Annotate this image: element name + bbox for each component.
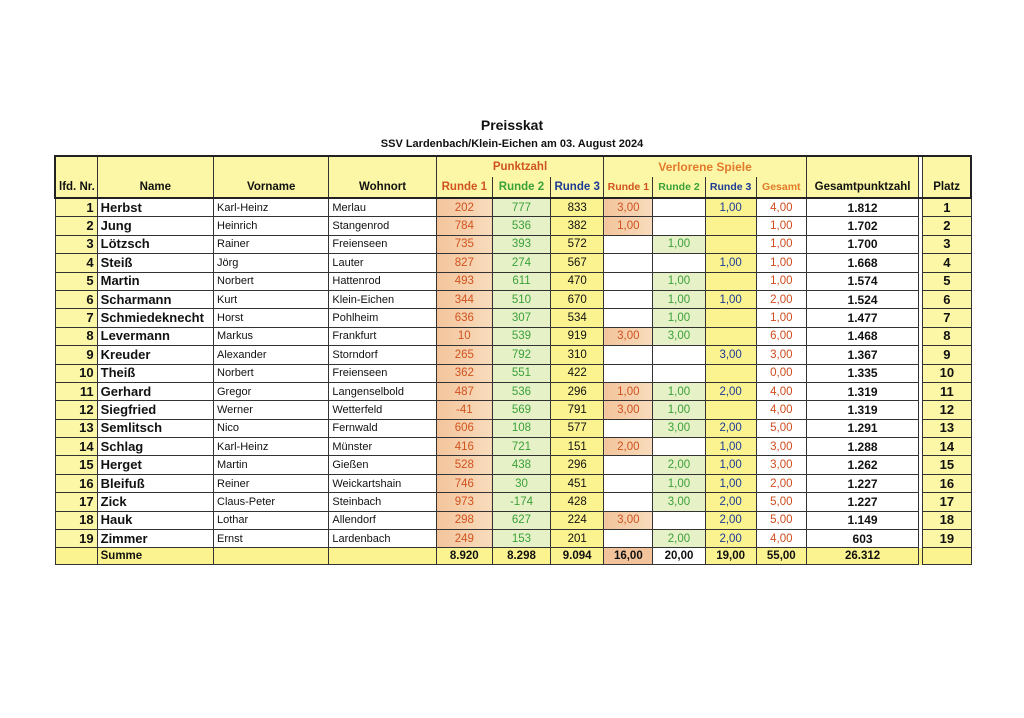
player-wohnort: Gießen — [329, 456, 436, 474]
row-number: 19 — [55, 530, 97, 548]
verloren-gesamt: 1,00 — [756, 254, 806, 272]
player-name: Steiß — [97, 254, 213, 272]
verloren-runde-2 — [653, 364, 705, 382]
verloren-runde-3 — [705, 272, 756, 290]
player-vorname: Ernst — [214, 530, 329, 548]
row-number: 14 — [55, 438, 97, 456]
gesamtpunktzahl: 1.668 — [806, 254, 918, 272]
verloren-gesamt: 3,00 — [756, 346, 806, 364]
verloren-runde-2: 3,00 — [653, 493, 705, 511]
verloren-gesamt: 4,00 — [756, 530, 806, 548]
player-wohnort: Freienseen — [329, 235, 436, 253]
punkt-runde-2: 30 — [492, 474, 550, 492]
table-row — [55, 456, 971, 474]
verloren-runde-1: 1,00 — [604, 217, 653, 235]
summe-verl-gesamt: 55,00 — [756, 548, 806, 565]
row-number: 2 — [55, 217, 97, 235]
punkt-runde-3: 567 — [551, 254, 604, 272]
punkt-runde-2: 551 — [492, 364, 550, 382]
platz: 2 — [923, 217, 971, 235]
results-rows — [55, 198, 971, 548]
platz: 5 — [923, 272, 971, 290]
punkt-runde-3: 310 — [551, 346, 604, 364]
verloren-runde-1 — [604, 364, 653, 382]
punkt-runde-1: 606 — [436, 419, 492, 437]
punkt-runde-2: 792 — [492, 346, 550, 364]
verloren-runde-2: 2,00 — [653, 530, 705, 548]
table-row — [55, 254, 971, 272]
table-row — [55, 419, 971, 437]
table-row — [55, 272, 971, 290]
verloren-runde-1 — [604, 456, 653, 474]
player-wohnort: Lardenbach — [329, 530, 436, 548]
punkt-runde-2: 777 — [492, 198, 550, 217]
header-verl-gesamt: Gesamt — [756, 177, 806, 198]
player-name: Herget — [97, 456, 213, 474]
platz: 8 — [923, 327, 971, 345]
punkt-runde-1: 784 — [436, 217, 492, 235]
player-vorname: Kurt — [214, 290, 329, 308]
punkt-runde-1: 636 — [436, 309, 492, 327]
player-wohnort: Allendorf — [329, 511, 436, 529]
header-vorname: Vorname — [214, 177, 329, 198]
player-name: Theiß — [97, 364, 213, 382]
summe-label: Summe — [97, 548, 213, 565]
player-vorname: Gregor — [214, 382, 329, 400]
platz: 18 — [923, 511, 971, 529]
header-verl-runde-2: Runde 2 — [653, 177, 705, 198]
gesamtpunktzahl: 1.335 — [806, 364, 918, 382]
platz: 9 — [923, 346, 971, 364]
punkt-runde-2: 153 — [492, 530, 550, 548]
row-number: 8 — [55, 327, 97, 345]
header-verl-runde-1: Runde 1 — [604, 177, 653, 198]
player-wohnort: Pohlheim — [329, 309, 436, 327]
gesamtpunktzahl: 1.702 — [806, 217, 918, 235]
punkt-runde-3: 577 — [551, 419, 604, 437]
player-vorname: Martin — [214, 456, 329, 474]
table-row — [55, 401, 971, 419]
platz: 6 — [923, 290, 971, 308]
verloren-runde-1: 3,00 — [604, 327, 653, 345]
summe-punkt-r3: 9.094 — [551, 548, 604, 565]
punkt-runde-1: 344 — [436, 290, 492, 308]
verloren-runde-1 — [604, 346, 653, 364]
verloren-gesamt: 2,00 — [756, 474, 806, 492]
row-number: 18 — [55, 511, 97, 529]
summe-row — [55, 548, 971, 565]
verloren-runde-2: 1,00 — [653, 272, 705, 290]
row-number: 6 — [55, 290, 97, 308]
player-vorname: Markus — [214, 327, 329, 345]
punkt-runde-3: 201 — [551, 530, 604, 548]
verloren-runde-1: 3,00 — [604, 401, 653, 419]
player-name: Semlitsch — [97, 419, 213, 437]
verloren-gesamt: 5,00 — [756, 493, 806, 511]
header-punkt-runde-3: Runde 3 — [551, 177, 604, 198]
player-name: Schlag — [97, 438, 213, 456]
verloren-runde-3 — [705, 235, 756, 253]
platz: 14 — [923, 438, 971, 456]
player-wohnort: Fernwald — [329, 419, 436, 437]
punkt-runde-1: 493 — [436, 272, 492, 290]
verloren-runde-3 — [705, 309, 756, 327]
verloren-runde-3: 2,00 — [705, 419, 756, 437]
verloren-gesamt: 1,00 — [756, 309, 806, 327]
punkt-runde-2: 611 — [492, 272, 550, 290]
player-wohnort: Münster — [329, 438, 436, 456]
punkt-runde-1: 487 — [436, 382, 492, 400]
player-vorname: Norbert — [214, 364, 329, 382]
verloren-runde-3: 2,00 — [705, 382, 756, 400]
punkt-runde-3: 296 — [551, 456, 604, 474]
punkt-runde-3: 382 — [551, 217, 604, 235]
punkt-runde-1: 298 — [436, 511, 492, 529]
verloren-runde-2 — [653, 438, 705, 456]
punkt-runde-1: 265 — [436, 346, 492, 364]
header-punkt-runde-1: Runde 1 — [436, 177, 492, 198]
punkt-runde-3: 919 — [551, 327, 604, 345]
punkt-runde-1: 746 — [436, 474, 492, 492]
player-wohnort: Hattenrod — [329, 272, 436, 290]
platz: 12 — [923, 401, 971, 419]
player-wohnort: Klein-Eichen — [329, 290, 436, 308]
table-row — [55, 235, 971, 253]
punkt-runde-3: 833 — [551, 198, 604, 217]
player-vorname: Horst — [214, 309, 329, 327]
verloren-runde-2 — [653, 511, 705, 529]
results-table — [54, 155, 972, 565]
punkt-runde-2: 721 — [492, 438, 550, 456]
punkt-runde-2: 536 — [492, 382, 550, 400]
verloren-gesamt: 3,00 — [756, 456, 806, 474]
gesamtpunktzahl: 1.288 — [806, 438, 918, 456]
gesamtpunktzahl: 1.262 — [806, 456, 918, 474]
row-number: 1 — [55, 198, 97, 217]
row-number: 13 — [55, 419, 97, 437]
document-title: Preisskat — [480, 117, 544, 133]
verloren-runde-2: 1,00 — [653, 382, 705, 400]
verloren-runde-3: 1,00 — [705, 290, 756, 308]
table-row — [55, 290, 971, 308]
table-row — [55, 327, 971, 345]
player-vorname: Reiner — [214, 474, 329, 492]
verloren-runde-2: 1,00 — [653, 474, 705, 492]
header-name: Name — [97, 177, 213, 198]
verloren-gesamt: 6,00 — [756, 327, 806, 345]
verloren-runde-3 — [705, 327, 756, 345]
gesamtpunktzahl: 1.700 — [806, 235, 918, 253]
platz: 11 — [923, 382, 971, 400]
gesamtpunktzahl: 1.291 — [806, 419, 918, 437]
table-row — [55, 198, 971, 217]
player-vorname: Jörg — [214, 254, 329, 272]
gesamtpunktzahl: 1.227 — [806, 493, 918, 511]
platz: 10 — [923, 364, 971, 382]
verloren-runde-1 — [604, 272, 653, 290]
punkt-runde-2: 569 — [492, 401, 550, 419]
punkt-runde-1: 362 — [436, 364, 492, 382]
player-name: Scharmann — [97, 290, 213, 308]
header-wohnort: Wohnort — [329, 177, 436, 198]
header-gesamtpunktzahl: Gesamtpunktzahl — [806, 177, 918, 198]
gesamtpunktzahl: 603 — [806, 530, 918, 548]
table-row — [55, 217, 971, 235]
punkt-runde-3: 451 — [551, 474, 604, 492]
player-name: Gerhard — [97, 382, 213, 400]
verloren-runde-3: 1,00 — [705, 438, 756, 456]
gesamtpunktzahl: 1.812 — [806, 198, 918, 217]
punkt-runde-3: 428 — [551, 493, 604, 511]
gesamtpunktzahl: 1.149 — [806, 511, 918, 529]
gesamtpunktzahl: 1.524 — [806, 290, 918, 308]
verloren-runde-1 — [604, 235, 653, 253]
player-wohnort: Weickartshain — [329, 474, 436, 492]
verloren-runde-3: 1,00 — [705, 456, 756, 474]
player-name: Zimmer — [97, 530, 213, 548]
player-wohnort: Lauter — [329, 254, 436, 272]
gesamtpunktzahl: 1.227 — [806, 474, 918, 492]
summe-verl-r2: 20,00 — [653, 548, 705, 565]
platz: 13 — [923, 419, 971, 437]
table-row — [55, 309, 971, 327]
player-vorname: Alexander — [214, 346, 329, 364]
summe-verl-r3: 19,00 — [705, 548, 756, 565]
player-name: Siegfried — [97, 401, 213, 419]
punkt-runde-2: 438 — [492, 456, 550, 474]
verloren-runde-1 — [604, 290, 653, 308]
punkt-runde-2: 627 — [492, 511, 550, 529]
player-vorname: Karl-Heinz — [214, 438, 329, 456]
player-vorname: Rainer — [214, 235, 329, 253]
verloren-runde-2 — [653, 198, 705, 217]
verloren-gesamt: 1,00 — [756, 235, 806, 253]
player-name: Hauk — [97, 511, 213, 529]
player-name: Bleifuß — [97, 474, 213, 492]
row-number: 9 — [55, 346, 97, 364]
player-name: Levermann — [97, 327, 213, 345]
punkt-runde-3: 224 — [551, 511, 604, 529]
punkt-runde-3: 422 — [551, 364, 604, 382]
player-name: Zick — [97, 493, 213, 511]
row-number: 12 — [55, 401, 97, 419]
verloren-runde-3: 1,00 — [705, 254, 756, 272]
table-row — [55, 474, 971, 492]
header-punkt-runde-2: Runde 2 — [492, 177, 550, 198]
punkt-runde-1: 827 — [436, 254, 492, 272]
punkt-runde-3: 572 — [551, 235, 604, 253]
verloren-runde-3 — [705, 364, 756, 382]
player-vorname: Lothar — [214, 511, 329, 529]
player-name: Herbst — [97, 198, 213, 217]
player-wohnort: Freienseen — [329, 364, 436, 382]
verloren-runde-1 — [604, 254, 653, 272]
player-name: Lötzsch — [97, 235, 213, 253]
verloren-runde-3: 1,00 — [705, 474, 756, 492]
document-subtitle: SSV Lardenbach/Klein-Eichen am 03. August 2024 — [380, 138, 644, 150]
gesamtpunktzahl: 1.574 — [806, 272, 918, 290]
row-number: 5 — [55, 272, 97, 290]
row-number: 11 — [55, 382, 97, 400]
punkt-runde-3: 791 — [551, 401, 604, 419]
table-row — [55, 493, 971, 511]
player-wohnort: Merlau — [329, 198, 436, 217]
row-number: 16 — [55, 474, 97, 492]
verloren-runde-2: 1,00 — [653, 309, 705, 327]
verloren-runde-2: 3,00 — [653, 419, 705, 437]
punkt-runde-1: -41 — [436, 401, 492, 419]
header-verl-runde-3: Runde 3 — [705, 177, 756, 198]
platz: 3 — [923, 235, 971, 253]
row-number: 7 — [55, 309, 97, 327]
row-number: 15 — [55, 456, 97, 474]
verloren-gesamt: 1,00 — [756, 217, 806, 235]
platz: 17 — [923, 493, 971, 511]
punkt-runde-2: 393 — [492, 235, 550, 253]
verloren-runde-2: 1,00 — [653, 235, 705, 253]
row-number: 17 — [55, 493, 97, 511]
punkt-runde-3: 534 — [551, 309, 604, 327]
gesamtpunktzahl: 1.477 — [806, 309, 918, 327]
verloren-runde-2: 1,00 — [653, 290, 705, 308]
player-wohnort: Frankfurt — [329, 327, 436, 345]
verloren-runde-1: 3,00 — [604, 198, 653, 217]
verloren-runde-2 — [653, 346, 705, 364]
punkt-runde-1: 416 — [436, 438, 492, 456]
table-row — [55, 364, 971, 382]
punkt-runde-2: 108 — [492, 419, 550, 437]
player-wohnort: Storndorf — [329, 346, 436, 364]
verloren-gesamt: 2,00 — [756, 290, 806, 308]
verloren-gesamt: 4,00 — [756, 198, 806, 217]
punkt-runde-1: 528 — [436, 456, 492, 474]
player-vorname: Werner — [214, 401, 329, 419]
verloren-gesamt: 0,00 — [756, 364, 806, 382]
header-punktzahl: Punktzahl — [436, 156, 604, 177]
verloren-runde-1 — [604, 474, 653, 492]
verloren-runde-3: 2,00 — [705, 493, 756, 511]
punkt-runde-3: 296 — [551, 382, 604, 400]
platz: 15 — [923, 456, 971, 474]
header-verlorene-spiele: Verlorene Spiele — [604, 156, 807, 177]
player-vorname: Nico — [214, 419, 329, 437]
punkt-runde-1: 973 — [436, 493, 492, 511]
verloren-runde-1 — [604, 309, 653, 327]
verloren-runde-2: 3,00 — [653, 327, 705, 345]
platz: 1 — [923, 198, 971, 217]
verloren-runde-1 — [604, 493, 653, 511]
gesamtpunktzahl: 1.319 — [806, 382, 918, 400]
summe-punkt-r2: 8.298 — [492, 548, 550, 565]
verloren-gesamt: 4,00 — [756, 382, 806, 400]
player-name: Schmiedeknecht — [97, 309, 213, 327]
punkt-runde-1: 735 — [436, 235, 492, 253]
table-row — [55, 438, 971, 456]
verloren-runde-3 — [705, 217, 756, 235]
player-vorname: Karl-Heinz — [214, 198, 329, 217]
verloren-runde-3: 2,00 — [705, 511, 756, 529]
verloren-runde-1: 3,00 — [604, 511, 653, 529]
punkt-runde-2: 510 — [492, 290, 550, 308]
player-vorname: Norbert — [214, 272, 329, 290]
verloren-runde-1 — [604, 419, 653, 437]
punkt-runde-3: 670 — [551, 290, 604, 308]
platz: 4 — [923, 254, 971, 272]
player-wohnort: Steinbach — [329, 493, 436, 511]
player-vorname: Claus-Peter — [214, 493, 329, 511]
punkt-runde-2: 274 — [492, 254, 550, 272]
table-row — [55, 346, 971, 364]
player-wohnort: Wetterfeld — [329, 401, 436, 419]
player-name: Martin — [97, 272, 213, 290]
platz: 7 — [923, 309, 971, 327]
punkt-runde-3: 470 — [551, 272, 604, 290]
platz: 16 — [923, 474, 971, 492]
verloren-runde-1: 2,00 — [604, 438, 653, 456]
table-row — [55, 511, 971, 529]
punkt-runde-1: 249 — [436, 530, 492, 548]
verloren-gesamt: 5,00 — [756, 511, 806, 529]
gesamtpunktzahl: 1.319 — [806, 401, 918, 419]
summe-punkt-r1: 8.920 — [436, 548, 492, 565]
verloren-runde-2: 1,00 — [653, 401, 705, 419]
verloren-gesamt: 4,00 — [756, 401, 806, 419]
verloren-runde-2 — [653, 217, 705, 235]
punkt-runde-1: 10 — [436, 327, 492, 345]
verloren-runde-3: 2,00 — [705, 530, 756, 548]
table-row — [55, 382, 971, 400]
header-lfd-nr: lfd. Nr. — [55, 177, 97, 198]
verloren-gesamt: 5,00 — [756, 419, 806, 437]
punkt-runde-2: 307 — [492, 309, 550, 327]
punkt-runde-3: 151 — [551, 438, 604, 456]
player-wohnort: Stangenrod — [329, 217, 436, 235]
row-number: 4 — [55, 254, 97, 272]
platz: 19 — [923, 530, 971, 548]
verloren-runde-3 — [705, 401, 756, 419]
player-wohnort: Langenselbold — [329, 382, 436, 400]
verloren-gesamt: 1,00 — [756, 272, 806, 290]
verloren-runde-2 — [653, 254, 705, 272]
row-number: 3 — [55, 235, 97, 253]
punkt-runde-2: -174 — [492, 493, 550, 511]
summe-verl-r1: 16,00 — [604, 548, 653, 565]
player-name: Jung — [97, 217, 213, 235]
player-name: Kreuder — [97, 346, 213, 364]
gesamtpunktzahl: 1.468 — [806, 327, 918, 345]
punkt-runde-1: 202 — [436, 198, 492, 217]
player-vorname: Heinrich — [214, 217, 329, 235]
verloren-runde-2: 2,00 — [653, 456, 705, 474]
table-row — [55, 530, 971, 548]
punkt-runde-2: 539 — [492, 327, 550, 345]
verloren-runde-1: 1,00 — [604, 382, 653, 400]
row-number: 10 — [55, 364, 97, 382]
gesamtpunktzahl: 1.367 — [806, 346, 918, 364]
verloren-gesamt: 3,00 — [756, 438, 806, 456]
header-platz: Platz — [923, 177, 971, 198]
verloren-runde-3: 3,00 — [705, 346, 756, 364]
summe-gesamtpunktzahl: 26.312 — [806, 548, 918, 565]
verloren-runde-1 — [604, 530, 653, 548]
verloren-runde-3: 1,00 — [705, 198, 756, 217]
punkt-runde-2: 536 — [492, 217, 550, 235]
